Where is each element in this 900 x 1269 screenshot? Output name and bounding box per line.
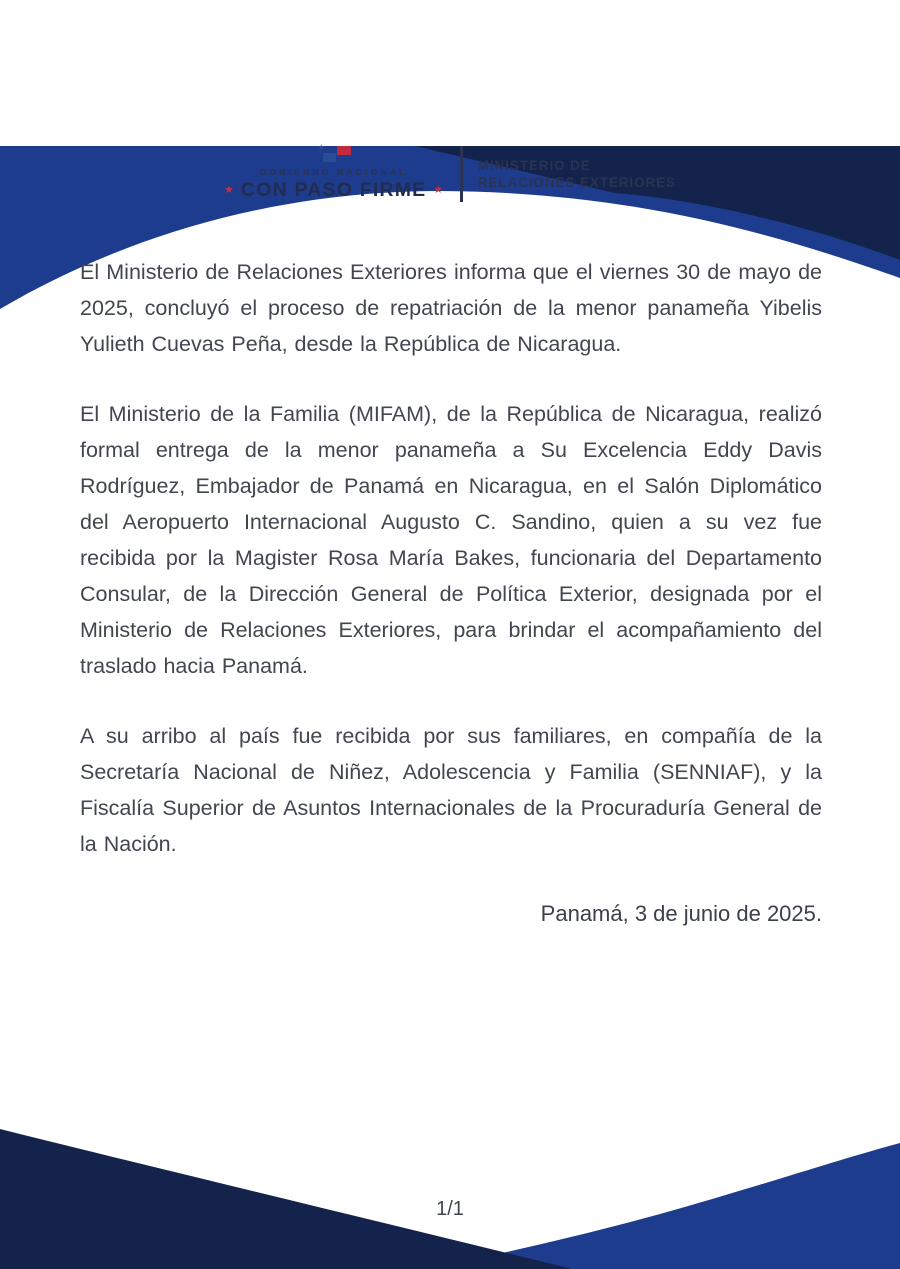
page-indicator: 1/1 <box>436 1198 464 1220</box>
panama-flag-icon <box>315 143 353 164</box>
ministry-name-line2: RELACIONES EXTERIORES <box>477 175 676 190</box>
gobierno-nacional-block <box>224 143 444 202</box>
paragraph-2: El Ministerio de la Familia (MIFAM), de la República de Nicaragua, realizó formal entrega de la menor panameña a Su Excelencia Eddy Davis Rodríguez, Embajador de Panamá en Nicaragua, en el Salón Diplomático del Aeropuerto Internacional Augusto C. Sandino, quien a su vez fue recibida por la Magister Rosa María Bakes, funcionaria del Departamento Consular, de la Dirección General de Política Exterior, designada por el Ministerio de Relaciones Exteriores, para brindar el acompañamiento del traslado hacia Panamá. <box>80 402 822 678</box>
paragraph-1: El Ministerio de Relaciones Exteriores informa que el viernes 30 de mayo de 2025, concluyó el proceso de repatriación de la menor panameña Yibelis Yulieth Cuevas Peña, desde la República de Nicaragua. <box>80 260 822 356</box>
slogan-row <box>224 179 443 202</box>
ministry-block <box>478 157 676 192</box>
flag-blue-rect <box>323 153 336 162</box>
flag-star-icon: ★ <box>317 143 325 152</box>
paragraph-3: A su arribo al país fue recibida por sus familiares, en compañía de la Secretaría Nacional de Niñez, Adolescencia y Familia (SENNIAF), y la Fiscalía Superior de Asuntos Internacionales de la Procuraduría General de la Nación. <box>80 724 822 856</box>
gobierno-nacional-label: GOBIERNO NACIONAL <box>259 167 408 177</box>
star-icon: ★ <box>433 184 444 196</box>
star-icon: ★ <box>224 184 234 196</box>
logo-divider <box>460 146 463 202</box>
document-body <box>0 254 900 862</box>
slogan-label: CON PASO FIRME <box>240 179 427 201</box>
ministry-name-line1: MINISTERIO DE <box>477 157 591 173</box>
dateline: Panamá, 3 de junio de 2025. <box>540 901 822 926</box>
flag-red-rect <box>337 146 351 155</box>
government-logo <box>0 143 900 202</box>
